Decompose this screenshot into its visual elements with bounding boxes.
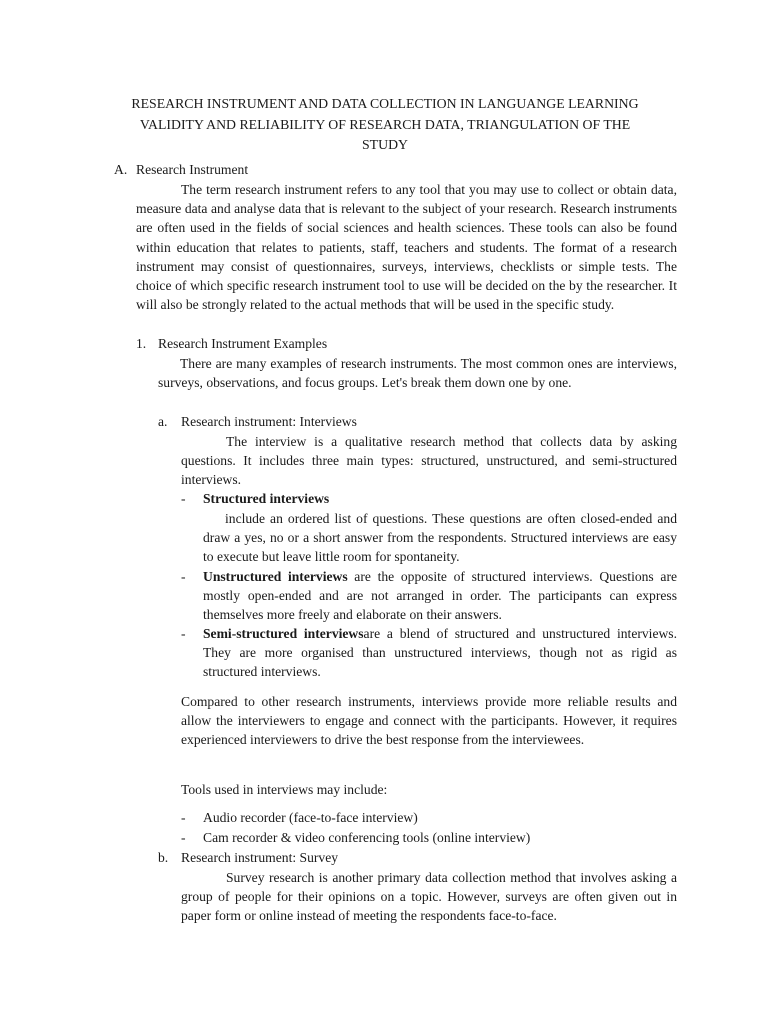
item-b-paragraph: Survey research is another primary data collection method that involves asking a group of people for their opinions on a topic. However, surveys are often given out in paper form or online instead of meeting the respondents face-to-face.: [181, 870, 677, 924]
item-b-heading: [158, 848, 338, 867]
item-1-title: Research Instrument Examples: [158, 336, 328, 351]
document-title: [100, 94, 670, 156]
section-a-heading: [114, 160, 248, 179]
item-1-marker: 1.: [136, 336, 147, 351]
section-a-marker: A.: [114, 162, 128, 177]
section-a-title: Research Instrument: [136, 162, 249, 177]
bullet-semistructured: [203, 624, 677, 682]
bullet-semistructured-bold: Semi-structured interviews: [203, 626, 364, 641]
title-line-1: RESEARCH INSTRUMENT AND DATA COLLECTION IN LANGUANGE LEARNING: [131, 96, 639, 111]
bullet-unstructured-bold: Unstructured interviews: [203, 569, 348, 584]
tool-cam-recorder: Cam recorder & video conferencing tools (online interview): [203, 830, 531, 845]
bullet-dash: -: [181, 569, 186, 584]
tool-audio-recorder: Audio recorder (face-to-face interview): [203, 810, 418, 825]
bullet-unstructured-text: are the opposite of structured interviews. Questions are mostly open-ended and are not arranged in order. The participants can express themselves more freely and elaborate on their answers.: [203, 569, 677, 623]
item-a-marker: a.: [158, 414, 168, 429]
bullet-structured-bold: Structured interviews: [203, 491, 330, 506]
bullet-unstructured: [203, 567, 677, 625]
tools-intro: Tools used in interviews may include:: [181, 782, 388, 797]
tool-dash: -: [181, 830, 186, 845]
interviews-compare-paragraph: Compared to other research instruments, interviews provide more reliable results and allow the interviewers to engage and connect with the participants. However, it requires experienced interviewers to drive the best response from the interviewees.: [181, 694, 677, 748]
item-a-title: Research instrument: Interviews: [181, 414, 357, 429]
bullet-dash: -: [181, 491, 186, 506]
item-b-title: Research instrument: Survey: [181, 850, 339, 865]
bullet-semistructured-text: are a blend of structured and unstructured interviews. They are more organised than unstructured interviews, though not as rigid as structured interviews.: [203, 626, 677, 680]
item-a-heading: [158, 412, 357, 431]
tool-dash: -: [181, 810, 186, 825]
section-a-paragraph: The term research instrument refers to any tool that you may use to collect or obtain data, measure data and analyse data that is relevant to the subject of your research. Research instruments are often used in the fields of social sciences and health sciences. These tools can also be found within education that relates to patients, staff, teachers and students. The format of a research instrument may consist of questionnaires, surveys, interviews, checklists or simple tests. The choice of which specific research instrument tool to use will be decided on the by the researcher. It will also be strongly related to the actual methods that will be used in the specific study.: [136, 182, 677, 313]
item-1-heading: [136, 334, 327, 353]
bullet-structured-text: include an ordered list of questions. These questions are often closed-ended and draw a yes, no or a short answer from the respondents. Structured interviews are easy to execute but leave little room for spontaneity.: [203, 511, 677, 565]
bullet-dash: -: [181, 626, 186, 641]
bullet-structured-label: [203, 489, 329, 508]
item-a-paragraph: The interview is a qualitative research method that collects data by asking questions. It includes three main types: structured, unstructured, and semi-structured interviews.: [181, 434, 677, 488]
item-1-paragraph: There are many examples of research instruments. The most common ones are interviews, surveys, observations, and focus groups. Let's break them down one by one.: [158, 356, 677, 391]
title-line-2: VALIDITY AND RELIABILITY OF RESEARCH DATA, TRIANGULATION OF THE: [139, 116, 631, 132]
item-b-marker: b.: [158, 850, 169, 865]
title-line-3: STUDY: [362, 137, 408, 152]
